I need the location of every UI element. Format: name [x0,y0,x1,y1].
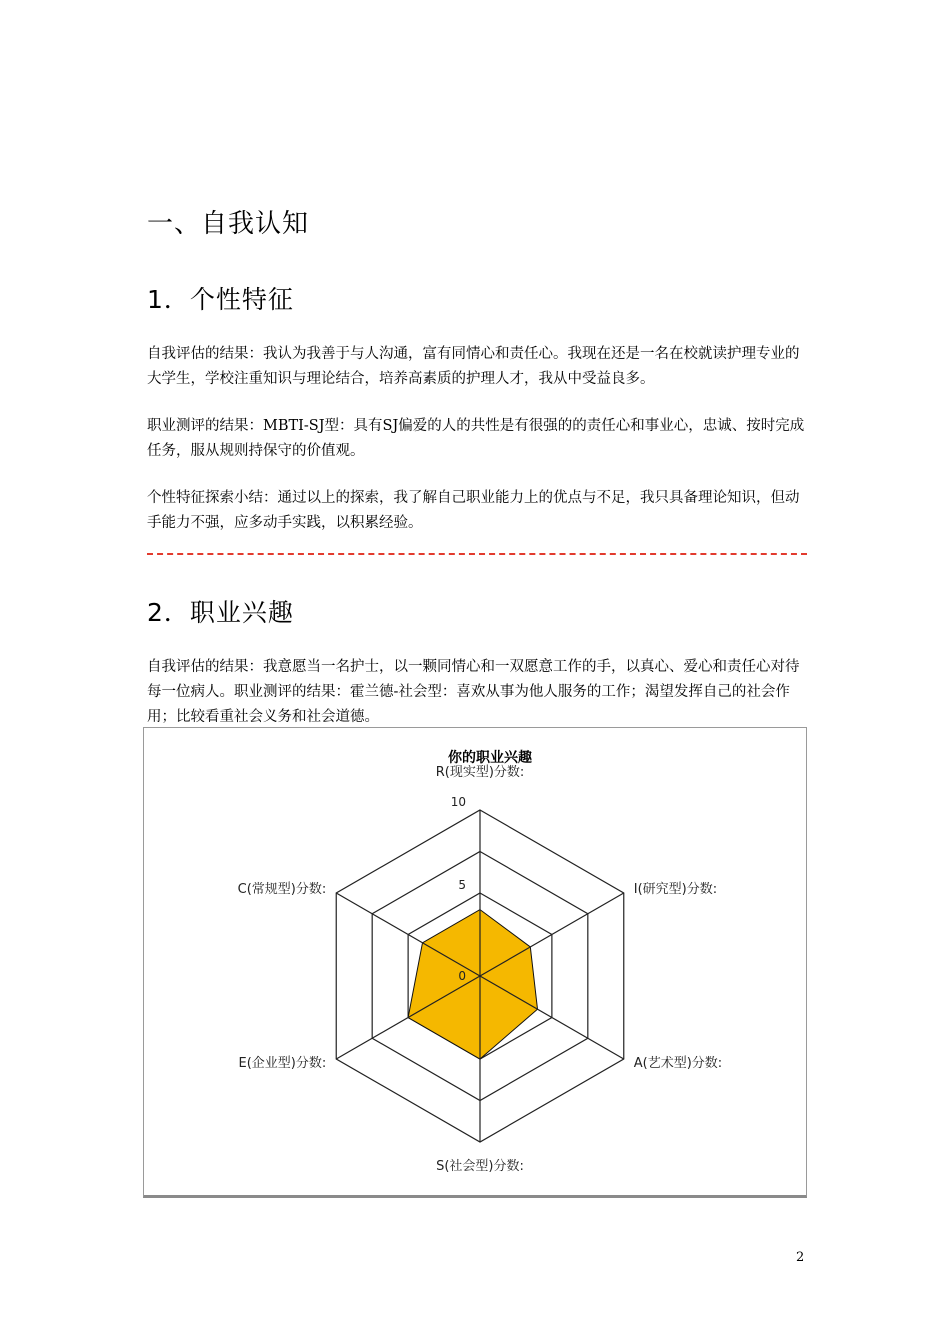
radar-svg [144,728,806,1195]
axis-label-0: R(现实型)分数: [435,765,525,780]
interest-radar-chart [143,727,807,1198]
axis-label-1: I(研究型)分数: [633,882,718,897]
section-divider [147,553,807,555]
section-title: 一、自我认知 [147,209,310,239]
axis-label-3: S(社会型)分数: [436,1159,524,1174]
personality-summary: 个性特征探索小结：通过以上的探索，我了解自己职业能力上的优点与不足，我只具备理论知识，但动手能力不强，应多动手实践，以积累经验。 [147,490,800,531]
interest-heading: 2．职业兴趣 [147,598,294,627]
axis-label-5: C(常规型)分数: [237,882,327,897]
chart-title: 你的职业兴趣 [448,750,532,766]
scale-label-5: 5 [458,878,466,892]
axis-label-2: A(艺术型)分数: [633,1056,723,1071]
scale-label-10: 10 [450,795,466,809]
personality-heading: 1．个性特征 [147,285,294,314]
personality-test-result: 职业测评的结果：MBTI-SJ型：具有SJ偏爱的人的共性是有很强的的责任心和事业心，忠诚、按时完成任务，服从规则持保守的价值观。 [147,418,805,459]
interest-text: 自我评估的结果：我意愿当一名护士，以一颗同情心和一双愿意工作的手，以真心、爱心和责任心对待每一位病人。职业测评的结果：霍兰德-社会型：喜欢从事为他人服务的工作；渴望发挥自己的社会作用；比较看重社会义务和社会道德。 [147,659,800,725]
axis-label-4: E(企业型)分数: [238,1056,327,1071]
personality-self-eval: 自我评估的结果：我认为我善于与人沟通，富有同情心和责任心。我现在还是一名在校就读护理专业的大学生，学校注重知识与理论结合，培养高素质的护理人才，我从中受益良多。 [147,346,800,387]
page-number: 2 [796,1250,805,1265]
scale-label-0: 0 [458,969,466,983]
